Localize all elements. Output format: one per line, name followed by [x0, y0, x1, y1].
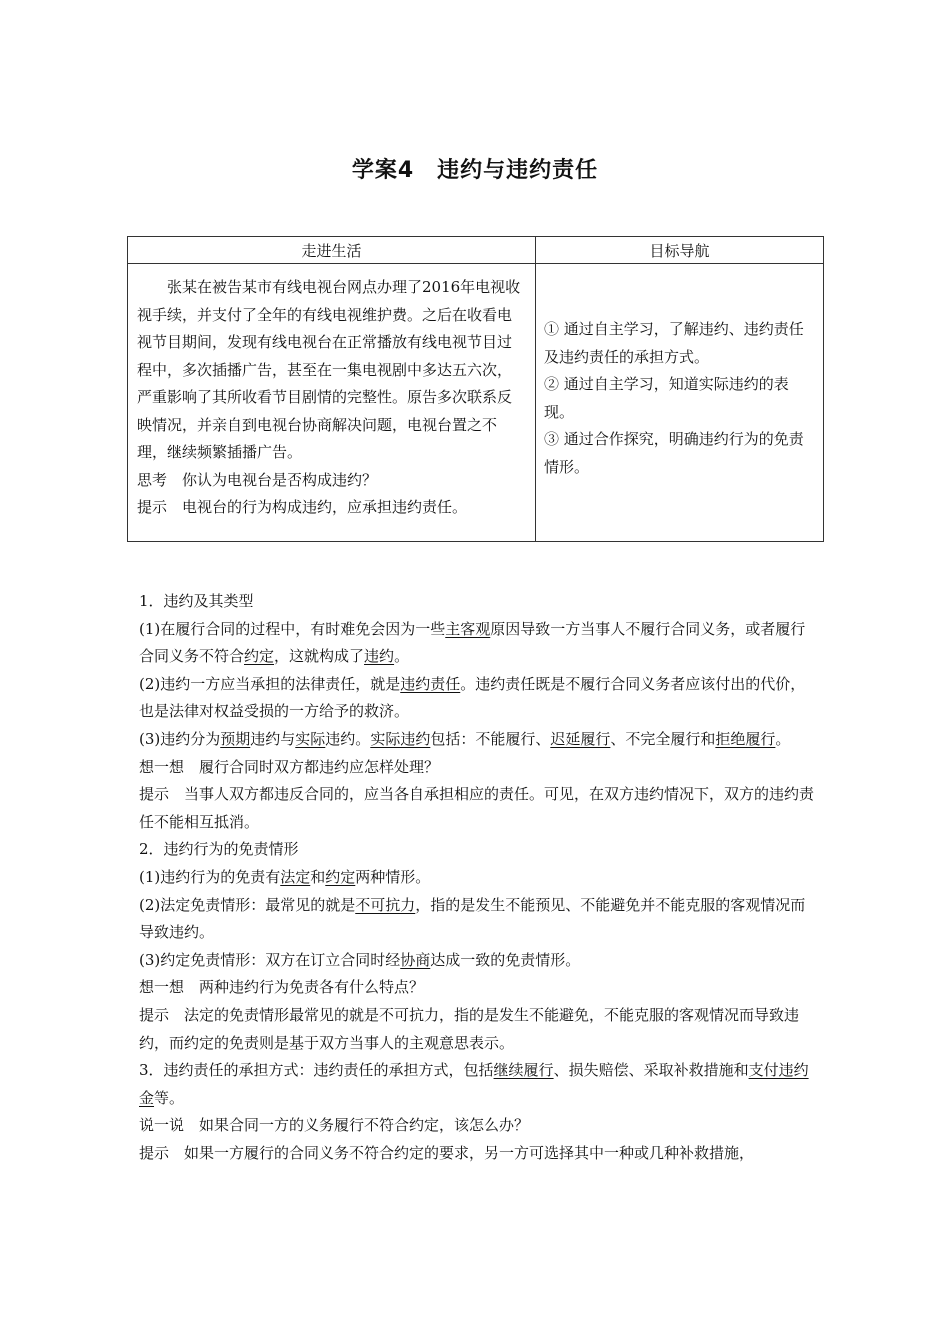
text-span: 违约与: [250, 729, 296, 748]
underlined-term: 法定: [280, 867, 311, 886]
text-span: ，这就构成了: [274, 647, 365, 666]
section-heading: 1．违约及其类型: [139, 592, 254, 610]
table-header-row: [128, 237, 824, 264]
paragraph: [139, 671, 819, 726]
table-body-row: [128, 264, 824, 542]
paragraph: [139, 864, 819, 892]
intro-table: [127, 236, 824, 542]
underlined-term: 拒绝履行: [715, 729, 776, 748]
underlined-term: 违约责任: [400, 674, 461, 693]
hint-text: 法定的免责情形最常见的就是不可抗力，指的是发生不能避免，不能克服的客观情况而导致违约，而约定的免责则是基于双方当事人的主观意思表示。: [139, 1005, 800, 1052]
think-label: 想一想: [139, 757, 185, 776]
hint-line: [139, 1140, 819, 1168]
think-text: 你认为电视台是否构成违约？: [182, 470, 378, 489]
underlined-term: 预期: [220, 729, 251, 748]
text-span: 。: [394, 647, 410, 666]
text-span: ，指的是发生不能预见、不能避免并不能克服的客观情况而导致违约。: [139, 895, 806, 942]
paragraph: [139, 616, 819, 671]
goal-item: ② 通过自主学习，知道实际违约的表现。: [544, 375, 789, 421]
text-span: 、损失赔偿、采取补救措施和: [553, 1061, 749, 1080]
goal-item: ③ 通过合作探究，明确违约行为的免责情形。: [544, 430, 804, 476]
underlined-term: 迟延履行: [550, 729, 611, 748]
paragraph: [139, 947, 819, 975]
text-span: 违约。: [325, 729, 371, 748]
underlined-term: 支付违约金: [139, 1061, 809, 1107]
underlined-term: 约定: [325, 867, 356, 886]
section-heading: 2．违约行为的免责情形: [139, 840, 299, 859]
life-think: [137, 467, 526, 495]
life-hint: [137, 494, 526, 522]
underlined-term: 违约: [364, 647, 395, 666]
paragraph: [139, 892, 819, 947]
say-label: 说一说: [139, 1116, 185, 1135]
header-goals: 目标导航: [536, 237, 824, 264]
underlined-term: 不可抗力: [355, 895, 416, 914]
text-span: (3)约定免责情形：双方在订立合同时经: [139, 950, 401, 969]
text-span: 等。: [154, 1088, 185, 1107]
underlined-term: 主客观: [445, 619, 491, 638]
text-span: (2)法定免责情形：最常见的就是: [139, 895, 356, 914]
underlined-term: 继续履行: [493, 1061, 554, 1080]
text-span: 。违约责任既是不履行合同义务者应该付出的代价，也是法律对权益受损的一方给予的救济。: [139, 674, 806, 721]
text-span: 、不完全履行和: [610, 729, 716, 748]
say-line: [139, 1112, 819, 1140]
text-span: (1)在履行合同的过程中，有时难免会因为一些: [139, 619, 446, 638]
underlined-term: 协商: [400, 950, 431, 969]
hint-line: [139, 1002, 819, 1057]
hint-label: 提示: [139, 785, 170, 804]
think-text: 履行合同时双方都违约应怎样处理？: [199, 757, 440, 776]
paragraph: [139, 726, 819, 754]
say-text: 如果合同一方的义务履行不符合约定，该怎么办？: [199, 1116, 530, 1135]
underlined-term: 实际违约: [370, 729, 431, 748]
text-span: 原因导致一方当事人不履行合同义务，或者履行合同义务不符合: [139, 619, 806, 666]
think-label: 想一想: [139, 978, 185, 997]
text-span: (3)违约分为: [139, 729, 221, 748]
text-span: (1)违约行为的免责有: [139, 867, 281, 886]
text-span: 3．违约责任的承担方式：违约责任的承担方式，包括: [139, 1061, 494, 1080]
underlined-term: 约定: [244, 647, 275, 666]
text-span: (2)违约一方应当承担的法律责任，就是: [139, 674, 401, 693]
hint-label: 提示: [139, 1143, 170, 1162]
life-cell: [128, 264, 536, 542]
header-life: 走进生活: [128, 237, 536, 264]
text-span: 和: [310, 867, 326, 886]
hint-text: 电视台的行为构成违约，应承担违约责任。: [182, 498, 468, 516]
think-label: 思考: [137, 470, 168, 489]
paragraph: [139, 1057, 819, 1112]
text-span: 。: [775, 729, 791, 748]
underlined-term: 实际: [295, 729, 326, 748]
text-span: 达成一致的免责情形。: [430, 950, 581, 969]
hint-text: 当事人双方都违反合同的，应当各自承担相应的责任。可见，在双方违约情况下，双方的违约责任不能相互抵消。: [139, 785, 815, 831]
life-story: 张某在被告某市有线电视台网点办理了2016年电视收视手续，并支付了全年的有线电视维护费。之后在收看电视节目期间，发现有线电视台在正常播放有线电视节目过程中，多次插播广告，甚至在一集电视剧中多达五六次，严重影响了其所收看节目剧情的完整性。原告多次联系反映情况，并亲自到电视台协商解决问题，电视台置之不理，继续频繁插播广告。: [137, 278, 521, 461]
think-text: 两种违约行为免责各有什么特点？: [199, 978, 425, 997]
page-title: 学案4 违约与违约责任: [351, 158, 599, 183]
hint-text: 如果一方履行的合同义务不符合约定的要求，另一方可选择其中一种或几种补救措施，: [184, 1143, 755, 1162]
main-content: [139, 588, 819, 1167]
hint-label: 提示: [137, 498, 168, 516]
hint-line: [139, 781, 819, 836]
think-line: [139, 974, 819, 1002]
text-span: 包括：不能履行、: [430, 729, 551, 748]
goals-cell: [536, 264, 824, 542]
goal-item: ① 通过自主学习，了解违约、违约责任及违约责任的承担方式。: [544, 320, 804, 366]
think-line: [139, 754, 819, 782]
hint-label: 提示: [139, 1005, 170, 1024]
text-span: 两种情形。: [355, 867, 431, 886]
